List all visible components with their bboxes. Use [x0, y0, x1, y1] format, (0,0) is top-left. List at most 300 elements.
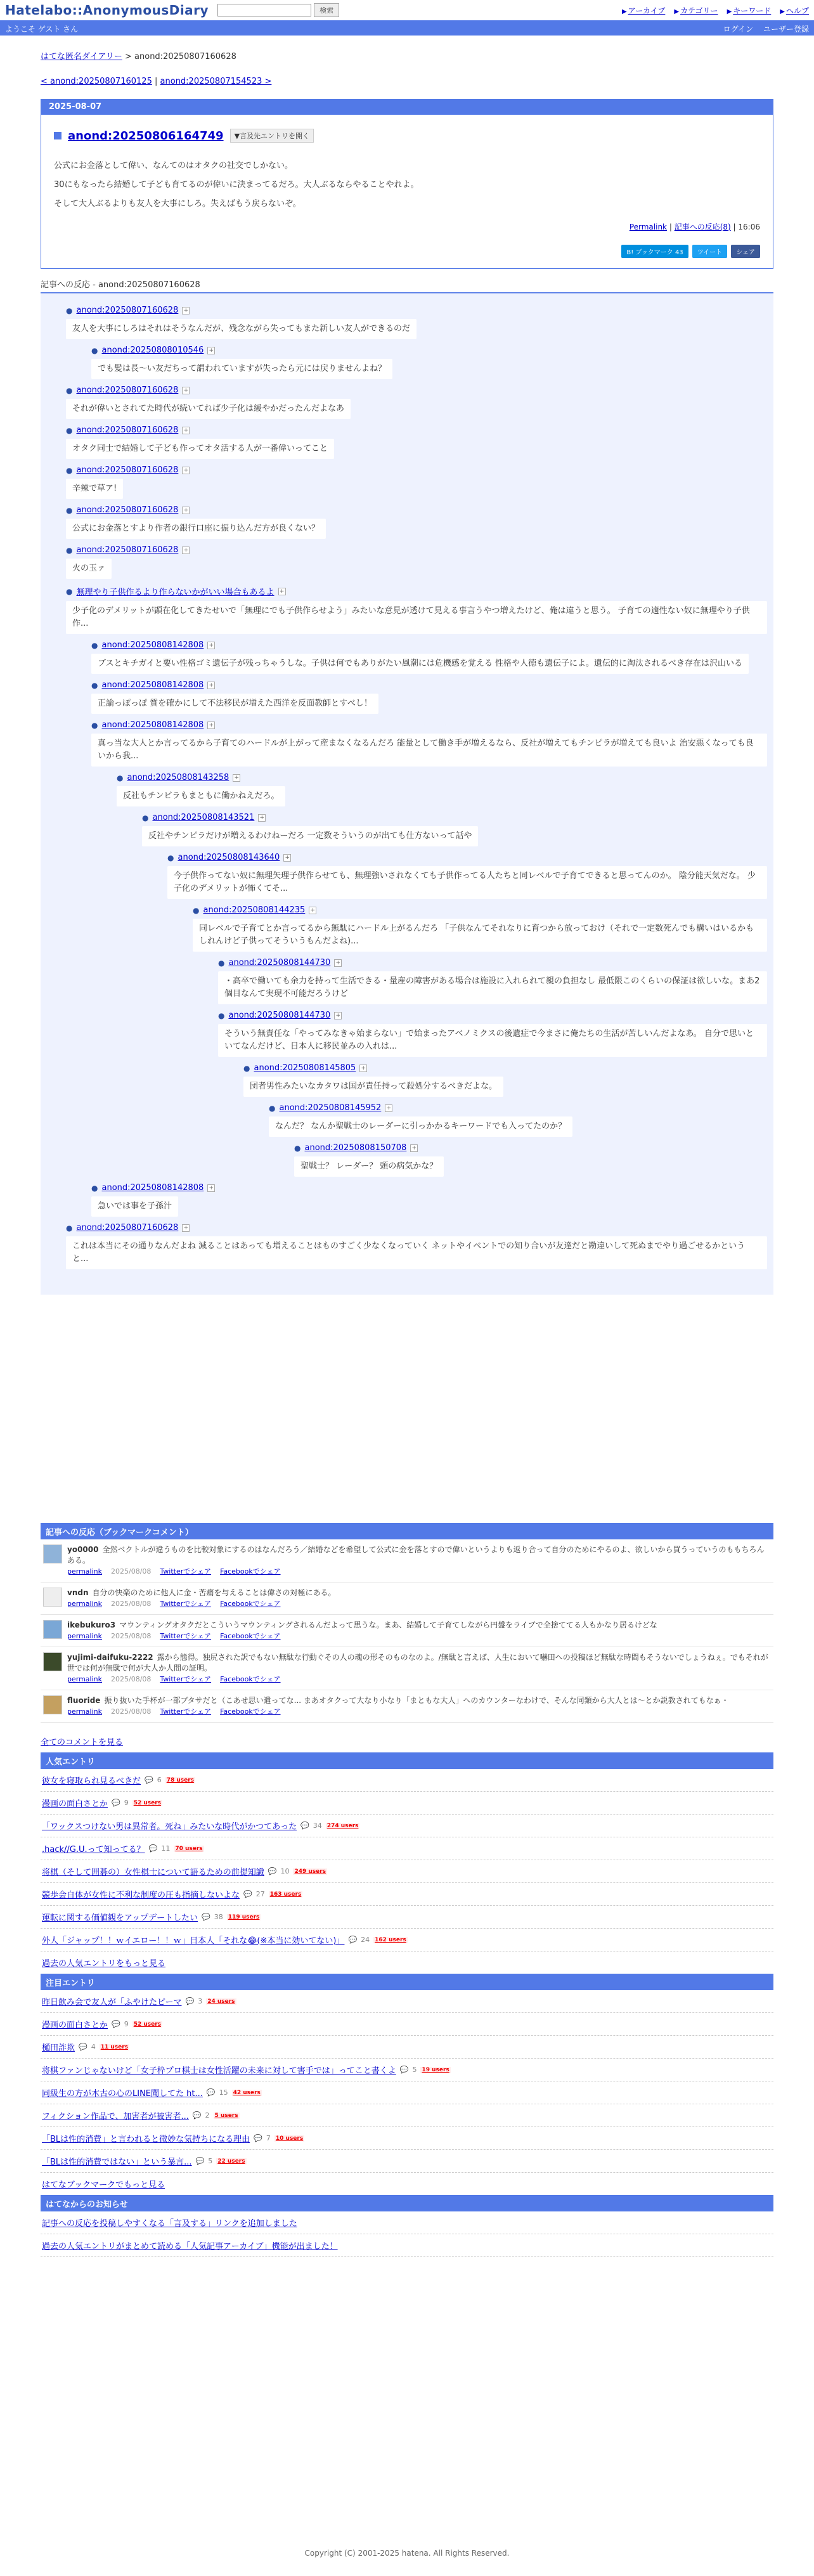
entry-pager	[41, 77, 773, 86]
register-link[interactable]: ユーザー登録	[763, 24, 809, 34]
facebook-share-link[interactable]: Facebookでシェア	[220, 1600, 281, 1608]
reaction-link-row	[91, 640, 767, 650]
entry-day-box	[41, 99, 773, 269]
notice-list	[41, 2211, 773, 2257]
reaction-text: 団者男性みたいなカタワは国が責任持って殺処分するべきだよな。	[243, 1077, 503, 1097]
popular-entry	[41, 1906, 773, 1929]
bullet-icon: ●	[167, 853, 174, 862]
twitter-share-link[interactable]: Twitterでシェア	[160, 1707, 212, 1716]
keyword-link[interactable]	[727, 5, 772, 16]
search-input[interactable]	[217, 4, 311, 16]
login-link[interactable]: ログイン	[723, 24, 753, 34]
reaction-link-row	[66, 505, 767, 515]
reaction-node	[269, 1103, 767, 1137]
users-badge[interactable]: 24 users	[207, 1998, 235, 2005]
bullet-icon: ●	[91, 680, 98, 690]
bookmark-permalink[interactable]: permalink	[67, 1675, 102, 1683]
users-badge[interactable]: 11 users	[100, 2043, 129, 2050]
hatena-bookmark-button[interactable]: B! ブックマーク 43	[621, 245, 688, 258]
arrow-icon: ▶	[674, 8, 680, 15]
reaction-link[interactable]: anond:20250807160628	[76, 465, 179, 475]
entry-link[interactable]: 将棋ファンじゃないけど「女子枠プロ棋士は女性活躍の未来に対して害手では」ってこと書くよ	[42, 2066, 396, 2076]
bookmark-comment: 自分の快楽のために他人に金・苦痛を与えることは偉さの対極にある。	[92, 1588, 336, 1597]
entry-date: 2025-08-07	[41, 100, 773, 115]
category-link[interactable]	[674, 5, 718, 16]
hot-entries-heading: 注目エントリ	[41, 1974, 773, 1990]
bookmark-user[interactable]: yo0000	[67, 1545, 99, 1554]
reaction-text: 辛辣で草ア!	[66, 479, 123, 499]
entry-link[interactable]: 外人「ジャップ！！ｗイエロー！！ｗ」日本人「それな😂(※本当に効いてない)」	[42, 1936, 345, 1946]
entry-meta	[54, 221, 760, 232]
bullet-icon: ●	[66, 465, 73, 475]
users-badge[interactable]: 42 users	[233, 2089, 261, 2096]
arrow-icon: ▶	[621, 8, 627, 15]
popular-entry	[41, 1837, 773, 1860]
facebook-share-link[interactable]: Facebookでシェア	[220, 1707, 281, 1716]
reaction-text: そういう無責任な「やってみなきゃ始まらない」で始まったアベノミクスの後遺症で今まさに俺たちの生活が苦しいんだよなあ。 自分で思いといてなんだけど、日本人に移民並みの入れは...	[218, 1024, 767, 1057]
reaction-link-row	[218, 958, 767, 968]
reaction-text: 少子化のデメリットが顕在化してきたせいで「無理にでも子供作らせよう」みたいな意見が透けて見える事言うやつ増えたけど、俺は違うと思う。 子育ての適性ない奴に無理やり子供作...	[66, 601, 767, 634]
hot-entry	[41, 2150, 773, 2173]
expand-icon[interactable]: +	[410, 1144, 418, 1152]
all-comments-link[interactable]: 全てのコメントを見る	[41, 1738, 124, 1747]
comment-count-icon: 💬	[243, 1890, 252, 1898]
entry-title-row	[54, 129, 760, 143]
reaction-link-row	[66, 585, 767, 597]
bookmark-date: 2025/08/08	[111, 1567, 152, 1576]
reaction-link[interactable]: anond:20250808142808	[101, 640, 204, 650]
reaction-link[interactable]: anond:20250808142808	[101, 680, 204, 690]
reaction-text: 友人を大事にしろはそれはそうなんだが、残念ながら失ってもまた新しい友人ができるのだ	[66, 319, 417, 339]
comment-count: 38	[214, 1913, 223, 1921]
expand-icon[interactable]: +	[207, 682, 215, 689]
comment-count: 9	[124, 2020, 129, 2028]
reaction-text: 正論っぽっぽ 質を確かにして不法移民が増えた西洋を反面教師とすべし！	[91, 694, 378, 714]
help-link-label[interactable]: ヘルプ	[785, 6, 809, 15]
entry-link[interactable]: 運転に関する価値観をアップデートしたい	[42, 1913, 198, 1923]
popular-entries-list	[41, 1769, 773, 1951]
breadcrumb-home[interactable]: はてな匿名ダイアリー	[41, 52, 122, 61]
bullet-icon: ●	[91, 346, 98, 355]
entry-link[interactable]: 同級生の方が木古の心のLINE聞してた ht...	[42, 2089, 203, 2099]
reaction-link[interactable]: anond:20250808144730	[228, 1011, 331, 1020]
reaction-node	[66, 306, 767, 339]
users-badge[interactable]: 249 users	[294, 1868, 326, 1875]
bookmark-comment: 振り抜いた手杯が一部ブタサだと（こあせ思い遣ってな... まあオタクって大なり小なり「まともな大人」へのカウンターなわけで、そんな同類から大人とは〜とか説教されてもなぁ・	[104, 1696, 729, 1705]
users-badge[interactable]: 52 users	[133, 1799, 162, 1806]
comment-count-icon: 💬	[192, 2111, 202, 2120]
main-content	[0, 49, 814, 2257]
reaction-link[interactable]: anond:20250808142808	[101, 1183, 204, 1193]
reaction-text: 聖戦士？ レーダー？ 頭の病気かな？	[294, 1156, 444, 1177]
entry-paragraph: そして大人ぶるよりも友人を大事にしろ。失えばもう戻らないぞ。	[54, 199, 301, 209]
bullet-icon: ●	[269, 1103, 276, 1113]
reaction-link-row	[269, 1103, 767, 1113]
hot-entry	[41, 2081, 773, 2104]
bookmark-comments-heading: 記事への反応（ブックマークコメント）	[41, 1523, 773, 1539]
reaction-link-row	[91, 720, 767, 730]
hot-entry	[41, 2036, 773, 2059]
comment-count-icon: 💬	[202, 1913, 210, 1921]
entry-paragraph: 30にもなったら結婚して子ども育てるのが偉いに決まってるだろ。大人ぶるならやることやれよ。	[54, 180, 419, 190]
users-badge[interactable]: 5 users	[214, 2112, 238, 2119]
entry-link[interactable]: 競歩会自体が女性に不利な制度の圧も指摘しないよな	[42, 1891, 240, 1900]
comment-count: 2	[205, 2111, 210, 2120]
facebook-share-link[interactable]: Facebookでシェア	[220, 1567, 281, 1576]
bookmark-item	[41, 1690, 773, 1723]
reaction-node	[243, 1063, 767, 1097]
reaction-node	[91, 346, 767, 379]
keyword-link-label[interactable]: キーワード	[733, 6, 772, 15]
notice-item	[41, 2234, 773, 2257]
reaction-text: なんだ？ なんか聖戦士のレーダーに引っかかるキーワードでも入ってたのか？	[269, 1116, 572, 1137]
top-links	[622, 5, 809, 16]
avatar[interactable]	[43, 1695, 62, 1714]
bookmark-comment: 全然ベクトルが違うものを比較対象にするのはなんだろう／結婚などを希望して公式に金を落とすので偉いというよりも返り合って自分のためにやるのよ、欲しいから買うっていうのももちろんある。	[67, 1545, 765, 1565]
comment-count: 15	[219, 2088, 228, 2097]
entry-link[interactable]: 樋田詐欺	[42, 2043, 75, 2053]
comment-count-icon: 💬	[112, 2020, 120, 2028]
reaction-link-row	[294, 1143, 767, 1153]
permalink-link[interactable]: Permalink	[629, 223, 668, 231]
comment-count: 27	[255, 1890, 265, 1898]
bookmark-item	[41, 1615, 773, 1647]
reaction-node	[294, 1143, 767, 1177]
reaction-node	[66, 465, 767, 499]
hot-entry	[41, 2059, 773, 2081]
help-link[interactable]	[780, 5, 809, 16]
popular-entry	[41, 1769, 773, 1792]
notice-heading: はてなからのお知らせ	[41, 2195, 773, 2211]
avatar[interactable]	[43, 1652, 62, 1671]
reaction-link[interactable]: 無理やり子供作るより作らないかがいい場合もあるよ	[76, 588, 275, 597]
reaction-link[interactable]: anond:20250808010546	[101, 346, 204, 355]
facebook-share-link[interactable]: Facebookでシェア	[220, 1632, 281, 1640]
comment-count-icon: 💬	[79, 2043, 87, 2051]
bookmark-permalink[interactable]: permalink	[67, 1632, 102, 1640]
bookmark-user[interactable]: vndn	[67, 1588, 89, 1597]
entry-paragraph: 公式にお金落として偉い、なんてのはオタクの社交でしかない。	[54, 161, 294, 171]
bookmark-body	[67, 1695, 771, 1717]
reaction-text: これは本当にその通りなんだよね 減ることはあっても増えることはものすごく少なくなっていく ネットやイベントでの知り合いが友達だと勘違いして死ぬまでやり過ごせるかというと...	[66, 1236, 767, 1269]
comment-count-icon: 💬	[268, 1867, 277, 1875]
entry-link[interactable]: 将棋（そして囲碁の）女性棋士について語るための前提知識	[42, 1868, 264, 1877]
twitter-share-link[interactable]: Twitterでシェア	[160, 1567, 212, 1576]
expand-icon[interactable]: +	[359, 1065, 367, 1072]
reaction-link[interactable]: anond:20250807160628	[76, 545, 179, 555]
entry-body	[54, 157, 760, 214]
notice-link[interactable]: 過去の人気エントリがまとめて読める「人気記事アーカイブ」機能が出ました！	[42, 2242, 338, 2251]
category-link-label[interactable]: カテゴリー	[680, 6, 718, 15]
comment-count-icon: 💬	[348, 1936, 358, 1944]
reaction-node	[66, 545, 767, 579]
entry-link[interactable]: フィクション作品で、加害者が被害者...	[42, 2112, 189, 2121]
reaction-node	[142, 813, 767, 846]
bookmark-links	[67, 1598, 771, 1609]
users-badge[interactable]: 70 users	[175, 1845, 203, 1852]
bullet-icon: ●	[218, 1011, 225, 1020]
entry-link[interactable]: 昨日飲み会で友人が「ふやけたピーマ	[42, 1998, 182, 2007]
bullet-icon: ●	[66, 1223, 73, 1233]
reaction-text: 反社やチンピラだけが増えるわけねーだろ 一定数そういうのが出ても仕方ないって話や	[142, 826, 478, 846]
comment-count-icon: 💬	[254, 2134, 262, 2142]
reaction-link[interactable]: anond:20250808144730	[228, 958, 331, 968]
bookmark-body	[67, 1620, 771, 1641]
notice-item	[41, 2211, 773, 2234]
reaction-text: 今子供作ってない奴に無理矢理子供作らせても、無理強いされなくても子供作ってる人たちと同レベルで子育てできると思ってんのか。 陰分能天気だな。 少子化のデメリットが怖くてそ...	[167, 866, 767, 899]
users-badge[interactable]: 274 users	[326, 1822, 359, 1829]
reaction-link[interactable]: anond:20250807160628	[76, 425, 179, 435]
expand-icon[interactable]: +	[207, 1184, 215, 1192]
expand-icon[interactable]: +	[385, 1104, 392, 1112]
entry-section	[41, 115, 773, 268]
reaction-link[interactable]: anond:20250808145952	[279, 1103, 382, 1113]
entry-link[interactable]: 「ワックスつけない男は異常者。死ね」みたいな時代がかつてあった	[42, 1822, 297, 1832]
arrow-icon: ▶	[780, 8, 785, 15]
reaction-link[interactable]: anond:20250808143640	[178, 853, 280, 862]
reaction-text: 真っ当な大人とか言ってるから子育てのハードルが上がって産まなくなるんだろ 能量として働き手が増えるなら、反社が増えてもチンピラが増えても良いよ 治安悪くなっても良いから我...	[91, 734, 767, 767]
reaction-link[interactable]: anond:20250807160628	[76, 306, 179, 315]
bookmark-item	[41, 1582, 773, 1615]
users-badge[interactable]: 119 users	[228, 1913, 260, 1920]
entry-time: | 16:06	[733, 223, 760, 231]
user-bar	[0, 22, 814, 36]
open-referred-entry-button[interactable]: ▼言及先エントリを開く	[230, 129, 314, 143]
expand-icon[interactable]: +	[258, 814, 266, 822]
reaction-link-row	[66, 465, 767, 475]
reaction-node	[66, 505, 767, 539]
reaction-link-row	[66, 425, 767, 435]
popular-entry	[41, 1815, 773, 1837]
expand-icon[interactable]: +	[278, 588, 286, 595]
reaction-node	[91, 680, 767, 714]
bookmark-permalink[interactable]: permalink	[67, 1567, 102, 1576]
users-badge[interactable]: 22 users	[217, 2158, 245, 2165]
comment-count: 7	[266, 2134, 271, 2142]
bookmark-item	[41, 1539, 773, 1582]
comment-count: 9	[124, 1799, 129, 1807]
entry-link[interactable]: 漫画の面白さとか	[42, 2021, 108, 2030]
bullet-icon: ●	[294, 1143, 301, 1153]
hot-more-link[interactable]: はてなブックマークでもっと見る	[42, 2180, 165, 2190]
breadcrumb-separator: >	[124, 52, 132, 61]
reaction-node	[167, 853, 767, 899]
bullet-icon: ●	[66, 306, 73, 315]
reaction-node	[218, 1011, 767, 1057]
reaction-text: でも髪は長〜い友だちって謂われていますが失ったら元には戻りませんよね？	[91, 359, 392, 379]
archive-link[interactable]	[622, 5, 665, 16]
expand-icon[interactable]: +	[182, 507, 190, 514]
bookmark-body	[67, 1588, 771, 1609]
comment-count: 6	[157, 1776, 162, 1784]
spacer	[41, 1295, 773, 1523]
comment-count: 34	[313, 1822, 322, 1830]
bullet-icon: ●	[243, 1063, 250, 1073]
users-badge[interactable]: 163 users	[269, 1891, 302, 1898]
reaction-link-row	[91, 346, 767, 355]
popular-more-link[interactable]: 過去の人気エントリをもっと見る	[42, 1959, 166, 1969]
reaction-text: オタク同士で結婚して子ども作ってオタ活する人が一番偉いってこと	[66, 439, 334, 459]
expand-icon[interactable]: +	[207, 642, 215, 649]
users-badge[interactable]: 10 users	[275, 2135, 304, 2142]
reaction-link[interactable]: anond:20250808143258	[127, 773, 229, 782]
comment-count-icon: 💬	[148, 1844, 158, 1853]
reaction-link-row	[66, 545, 767, 555]
entry-link[interactable]: 「BLは性的消費ではない」という暴言...	[42, 2158, 192, 2167]
reaction-text: ブスとキチガイと要い性格ゴミ遺伝子が残っちゃうしな。子供は何でもありがたい風潮には危機感を覚える 性格や人徳も遺伝子によ。遺伝的に淘汰されるべき存在は沢山いる	[91, 654, 749, 674]
archive-link-label[interactable]: アーカイブ	[628, 6, 666, 15]
share-buttons	[54, 245, 760, 258]
reaction-text: 公式にお金落とすより作者の銀行口座に振り込んだ方が良くない？	[66, 519, 326, 539]
arrow-icon: ▶	[727, 8, 732, 15]
comment-count: 5	[208, 2157, 213, 2165]
hot-entries-list	[41, 1990, 773, 2173]
avatar[interactable]	[43, 1620, 62, 1639]
bookmark-permalink[interactable]: permalink	[67, 1600, 102, 1608]
comment-count: 24	[361, 1936, 370, 1944]
bookmark-date: 2025/08/08	[111, 1600, 152, 1608]
reaction-link-row	[193, 905, 767, 915]
reaction-node	[66, 425, 767, 459]
footer-copyright: Copyright (C) 2001-2025 hatena. All Rights Reserved.	[304, 2549, 510, 2558]
bookmark-date: 2025/08/08	[111, 1707, 152, 1716]
reaction-link[interactable]: anond:20250808150708	[304, 1143, 407, 1153]
bullet-icon: ●	[117, 773, 124, 782]
next-entry-link[interactable]: anond:20250807154523 >	[160, 77, 272, 86]
reaction-node	[91, 720, 767, 767]
bookmark-permalink[interactable]: permalink	[67, 1707, 102, 1716]
expand-icon[interactable]: +	[182, 307, 190, 314]
facebook-share-button[interactable]: シェア	[731, 245, 760, 258]
bookmark-list	[41, 1539, 773, 1723]
reaction-link[interactable]: anond:20250807160628	[76, 1223, 179, 1233]
popular-entry	[41, 1883, 773, 1906]
avatar[interactable]	[43, 1588, 62, 1607]
bullet-icon: ●	[91, 1183, 98, 1193]
reaction-link[interactable]: anond:20250808142808	[101, 720, 204, 730]
comment-count: 3	[198, 1997, 203, 2005]
entry-link[interactable]: 彼女を寝取られ見るべきだ	[42, 1777, 141, 1786]
welcome-text: ようこそ ゲスト さん	[5, 24, 79, 34]
bullet-icon: ●	[193, 905, 200, 915]
expand-icon[interactable]: +	[334, 1012, 342, 1019]
reaction-node	[91, 1183, 767, 1217]
twitter-share-link[interactable]: Twitterでシェア	[160, 1600, 212, 1608]
comment-count-icon: 💬	[300, 1822, 309, 1830]
expand-icon[interactable]: +	[182, 427, 190, 434]
expand-icon[interactable]: +	[182, 467, 190, 474]
reaction-text: それが偉いとされてた時代が続いてれば少子化は緩やかだったんだよなあ	[66, 399, 351, 419]
tweet-button[interactable]: ツイート	[692, 245, 728, 258]
hot-entry	[41, 2104, 773, 2127]
reaction-link[interactable]: anond:20250808144235	[203, 905, 306, 915]
hot-entry	[41, 2013, 773, 2036]
bullet-icon: ●	[142, 813, 149, 822]
entry-link[interactable]: 漫画の面白さとか	[42, 1799, 108, 1809]
expand-icon[interactable]: +	[283, 854, 291, 862]
breadcrumb	[41, 49, 773, 61]
reaction-text: 急いでは事を子孫汁	[91, 1196, 178, 1217]
comment-count-icon: 💬	[399, 2066, 409, 2074]
reaction-link-row	[91, 1183, 767, 1193]
expand-icon[interactable]: +	[207, 347, 215, 354]
bookmark-user[interactable]: ikebukuro3	[67, 1621, 116, 1629]
comment-count: 4	[91, 2043, 96, 2051]
bookmark-body	[67, 1544, 771, 1577]
expand-icon[interactable]: +	[182, 387, 190, 394]
reaction-text: 同レベルで子育てとか言ってるから無駄にハードル上がるんだろ 「子供なんてそれなりに育つから放っておけ（それで一定数死んでも構いはいるかもしれんけど子供ってそういうもんだよね)...	[193, 919, 767, 952]
expand-icon[interactable]: +	[334, 959, 342, 967]
reaction-node	[66, 1223, 767, 1269]
bookmark-user[interactable]: fluoride	[67, 1696, 101, 1705]
expand-icon[interactable]: +	[182, 547, 190, 554]
facebook-share-link[interactable]: Facebookでシェア	[220, 1675, 281, 1683]
popular-entry	[41, 1792, 773, 1815]
users-badge[interactable]: 162 users	[375, 1936, 406, 1943]
avatar[interactable]	[43, 1544, 62, 1563]
bookmark-comment: 露から態得。独尻された訳でもない無駄な行動ぐその人の魂の形そのものなのよ。/無駄と言えば、人生において嚇田への投稿ほど無駄な時間もそうないでしょうねぇ。でもそれが世では何が無駄で何が大人か人間の証明。	[67, 1653, 768, 1673]
reaction-link[interactable]: anond:20250808145805	[254, 1063, 356, 1073]
prev-entry-link[interactable]: < anond:20250807160125	[41, 77, 152, 86]
bullet-icon: ●	[91, 640, 98, 650]
reaction-link[interactable]: anond:20250808143521	[152, 813, 255, 822]
breadcrumb-current: anond:20250807160628	[134, 52, 236, 61]
reaction-text: ・高卒で働いても余力を持って生活できる・量産の障害がある場合は施設に入れられて親の負担なし 最低限このくらいの保証は欲しいな。まあ2個目なんて実現不可能だろうけど	[218, 971, 767, 1004]
users-badge[interactable]: 52 users	[133, 2021, 162, 2028]
expand-icon[interactable]: +	[182, 1224, 190, 1232]
comment-count-icon: 💬	[145, 1776, 153, 1784]
bookmark-body	[67, 1652, 771, 1685]
reaction-link-row	[167, 853, 767, 862]
bookmark-date: 2025/08/08	[111, 1675, 152, 1683]
entry-link[interactable]: 「BLは性的消費」と言われると微妙な気持ちになる理由	[42, 2135, 250, 2144]
bullet-icon: ●	[66, 586, 73, 596]
comment-count: 5	[412, 2066, 417, 2074]
reactions-link[interactable]: 記事への反応(8)	[674, 223, 731, 231]
users-badge[interactable]: 19 users	[422, 2066, 449, 2073]
entry-link[interactable]: .hack//G.U.って知ってる？	[42, 1845, 145, 1854]
comment-count: 11	[161, 1844, 171, 1853]
reaction-link[interactable]: anond:20250807160628	[76, 505, 179, 515]
reaction-text: 火の玉ァ	[66, 559, 112, 579]
bookmark-links	[67, 1674, 771, 1685]
reaction-link[interactable]: anond:20250807160628	[76, 385, 179, 395]
reaction-node	[117, 773, 767, 806]
reaction-link-row	[66, 385, 767, 395]
comment-count-icon: 💬	[185, 1997, 195, 2005]
bookmark-date: 2025/08/08	[111, 1632, 152, 1640]
popular-entries-heading: 人気エントリ	[41, 1752, 773, 1769]
expand-icon[interactable]: +	[309, 907, 316, 914]
expand-icon[interactable]: +	[207, 722, 215, 729]
bookmark-links	[67, 1631, 771, 1641]
twitter-share-link[interactable]: Twitterでシェア	[160, 1675, 212, 1683]
notice-link[interactable]: 記事への反応を投稿しやすくなる「言及する」リンクを追加しました	[42, 2219, 297, 2229]
bullet-icon: ●	[66, 425, 73, 435]
users-badge[interactable]: 78 users	[166, 1777, 195, 1783]
bullet-icon: ●	[218, 958, 225, 968]
entry-title[interactable]: anond:20250806164749	[68, 129, 224, 143]
site-logo[interactable]: Hatelabo::AnonymousDiary	[5, 3, 209, 18]
reaction-link-row	[66, 306, 767, 315]
expand-icon[interactable]: +	[233, 774, 240, 782]
bookmark-user[interactable]: yujimi-daifuku-2222	[67, 1653, 153, 1662]
reaction-node	[218, 958, 767, 1004]
reactions-heading: 記事への反応 - anond:20250807160628	[41, 275, 773, 294]
hot-entry	[41, 1990, 773, 2013]
twitter-share-link[interactable]: Twitterでシェア	[160, 1632, 212, 1640]
search-button[interactable]: 検索	[314, 3, 339, 17]
